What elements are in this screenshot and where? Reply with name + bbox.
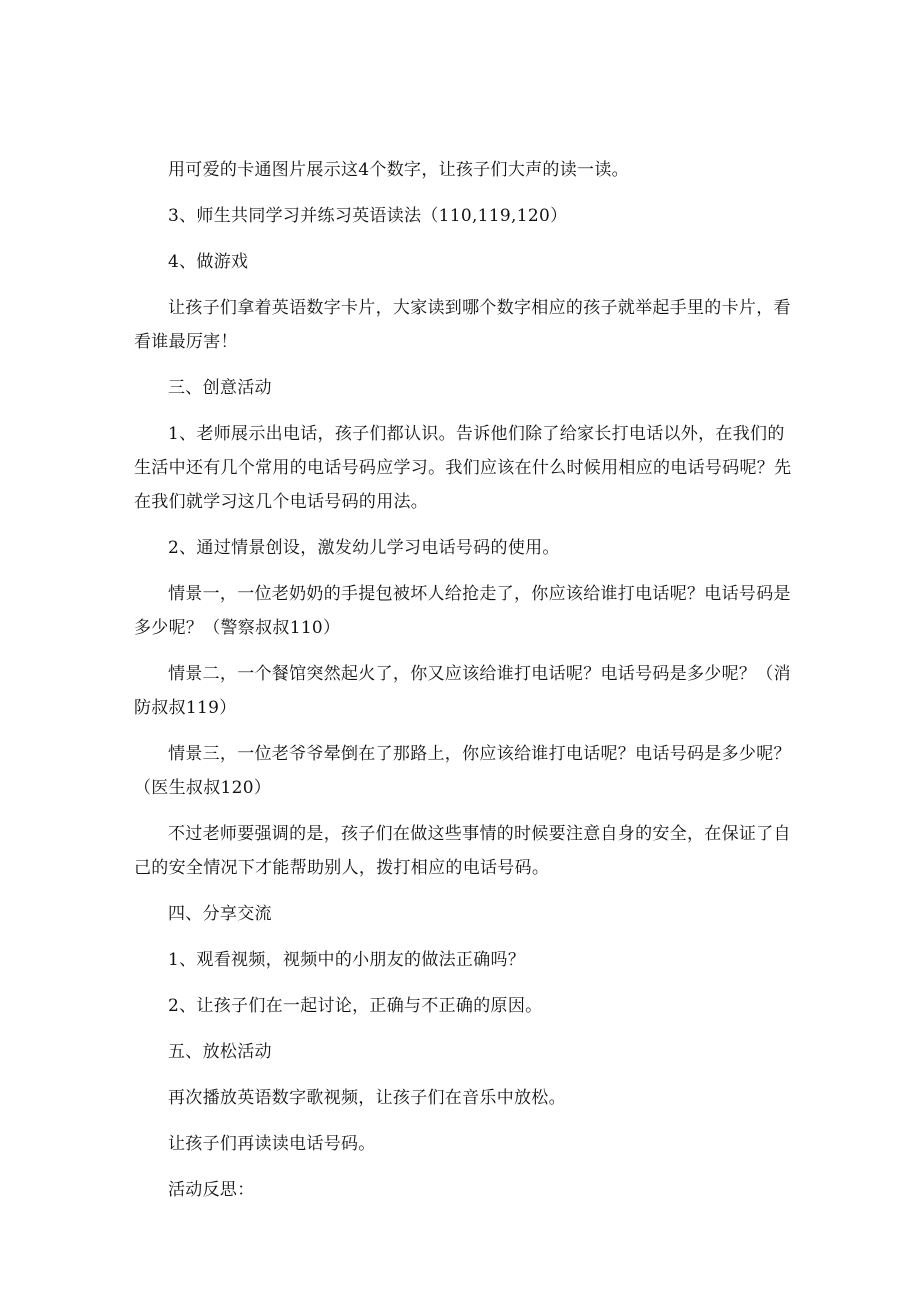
paragraph: 1、观看视频，视频中的小朋友的做法正确吗？	[168, 950, 526, 970]
reflection-heading: 活动反思：	[168, 1180, 255, 1200]
scenario-paragraph: 情景三，一位老爷爷晕倒在了那路上，你应该给谁打电话呢？电话号码是多少呢？（医生叔叔120）	[134, 744, 791, 798]
document-body	[134, 153, 794, 1219]
paragraph: 再次播放英语数字歌视频，让孩子们在音乐中放松。	[168, 1088, 566, 1108]
section-heading: 四、分享交流	[168, 904, 272, 924]
paragraph: 2、通过情景创设，激发幼儿学习电话号码的使用。	[168, 538, 560, 558]
paragraph: 让孩子们再读读电话号码。	[168, 1134, 376, 1154]
section-heading: 三、创意活动	[168, 378, 272, 398]
paragraph: 2、让孩子们在一起讨论，正确与不正确的原因。	[168, 996, 543, 1016]
paragraph: 1、老师展示出电话，孩子们都认识。告诉他们除了给家长打电话以外，在我们的生活中还有几个常用的电话号码应学习。我们应该在什么时候用相应的电话号码呢？先在我们就学习这几个电话号码的用法。	[134, 424, 792, 512]
paragraph: 让孩子们拿着英语数字卡片，大家读到哪个数字相应的孩子就举起手里的卡片，看看谁最厉害！	[134, 298, 791, 352]
paragraph: 3、师生共同学习并练习英语读法（110,119,120）	[168, 206, 568, 226]
scenario-paragraph: 情景一，一位老奶奶的手提包被坏人给抢走了，你应该给谁打电话呢？电话号码是多少呢？（警察叔叔110）	[134, 584, 791, 638]
section-step-heading: 4、做游戏	[168, 252, 249, 272]
paragraph: 用可爱的卡通图片展示这4个数字，让孩子们大声的读一读。	[168, 160, 629, 180]
section-heading: 五、放松活动	[168, 1042, 272, 1062]
paragraph: 不过老师要强调的是，孩子们在做这些事情的时候要注意自身的安全，在保证了自己的安全情况下才能帮助别人，拨打相应的电话号码。	[134, 824, 791, 878]
scenario-paragraph: 情景二，一个餐馆突然起火了，你又应该给谁打电话呢？电话号码是多少呢？（消防叔叔119）	[134, 664, 791, 718]
